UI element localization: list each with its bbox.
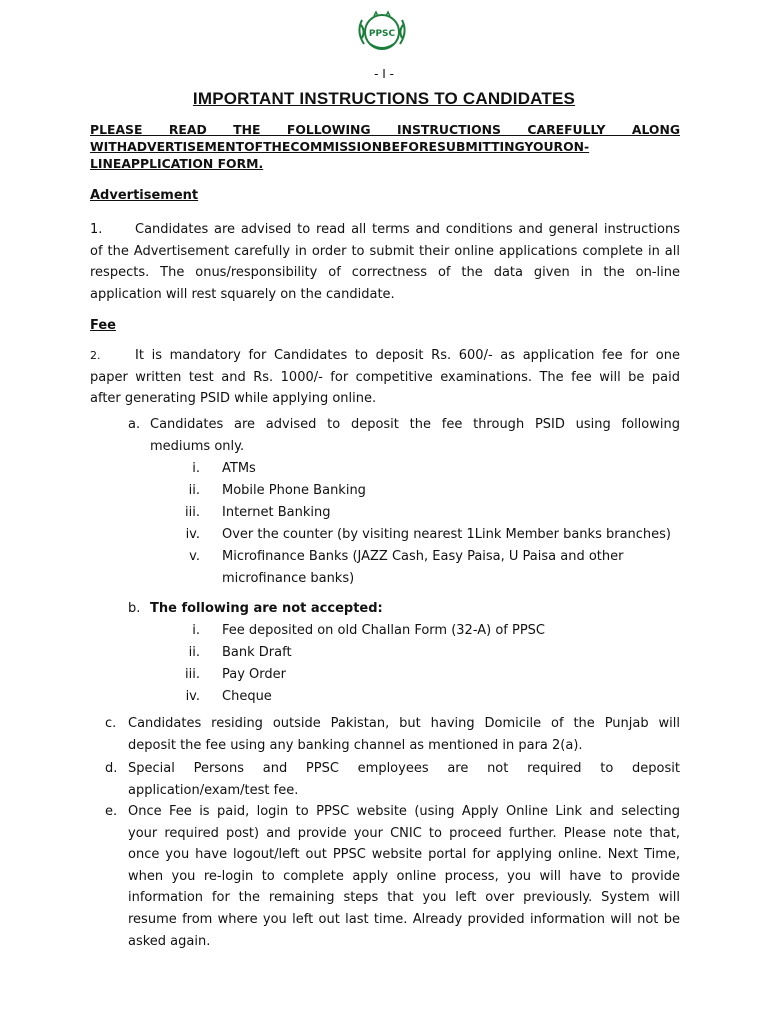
para-number: 1. xyxy=(90,222,103,237)
payment-mediums-list xyxy=(160,458,680,590)
fee-option-c: Candidates residing outside Pakistan, but having Domicile of the Punjab will deposit the fee using any banking channel as mentioned in para 2(a). xyxy=(128,716,680,753)
fee-option-e: Once Fee is paid, login to PPSC website (using Apply Online Link and selecting your required post) and provide your CNIC to proceed further. Please note that, once you have logout/left out PPSC website portal for applying online. Next Time, when you re-login to complete apply online process, you will have to provide information for the remaining steps that you left over previously. System will resume from where you left out last time. Already provided information will not be asked again. xyxy=(128,804,680,949)
list-item: iv. Cheque xyxy=(185,689,272,704)
list-item-cont: microfinance banks) xyxy=(222,571,355,586)
fee-paragraph: It is mandatory for Candidates to deposit Rs. 600/- as application fee for one paper written test and Rs. 1000/- for competitive examinations. The fee will be paid after generating PSID while applying online. xyxy=(90,348,680,407)
list-marker: e. xyxy=(105,804,118,819)
list-marker: a. xyxy=(128,417,141,432)
notice-line: PLEASE READ THE FOLLOWING INSTRUCTIONS CAREFULLY ALONG xyxy=(90,122,680,137)
notice-line: LINEAPPLICATION FORM. xyxy=(90,156,264,171)
page-number: - I - xyxy=(374,67,394,81)
not-accepted-heading: The following are not accepted: xyxy=(150,601,383,616)
fee-option-a: Candidates are advised to deposit the fee through PSID using following xyxy=(150,417,680,432)
list-item: iv. Over the counter (by visiting nearest 1Link Member banks branches) xyxy=(185,527,672,542)
page-title: IMPORTANT INSTRUCTIONS TO CANDIDATES xyxy=(192,89,576,108)
fee-heading: Fee xyxy=(90,318,116,333)
list-item: v. Microfinance Banks (JAZZ Cash, Easy Paisa, U Paisa and other xyxy=(189,549,624,564)
fee-option-d: Special Persons and PPSC employees are not required to deposit application/exam/test fee. xyxy=(128,761,680,798)
svg-text:PPSC: PPSC xyxy=(368,29,396,39)
list-item: ii. Mobile Phone Banking xyxy=(188,483,366,498)
notice-line: WITHADVERTISEMENTOFTHECOMMISSIONBEFORESUBMITTINGYOURON- xyxy=(90,139,590,154)
advertisement-paragraph: Candidates are advised to read all terms and conditions and general instructions of the Advertisement carefully in order to submit their online applications complete in all respects. The onus/responsibility of correctness of the data given in the on-line application will rest squarely on the candidate. xyxy=(90,222,680,302)
list-marker: b. xyxy=(128,601,141,616)
para-number: 2. xyxy=(90,349,101,362)
list-marker: c. xyxy=(105,716,117,731)
list-item: iii. Pay Order xyxy=(185,667,286,682)
list-item: iii. Internet Banking xyxy=(185,505,331,520)
list-item: i. ATMs xyxy=(192,461,256,476)
list-item: ii. Bank Draft xyxy=(188,645,292,660)
instruction-notice xyxy=(90,121,680,172)
list-marker: d. xyxy=(105,761,118,776)
ppsc-logo xyxy=(352,10,412,54)
list-item: i. Fee deposited on old Challan Form (32-A) of PPSC xyxy=(192,623,546,638)
not-accepted-list xyxy=(160,620,680,708)
fee-option-a-cont: mediums only. xyxy=(150,439,245,454)
advertisement-heading: Advertisement xyxy=(90,188,199,203)
